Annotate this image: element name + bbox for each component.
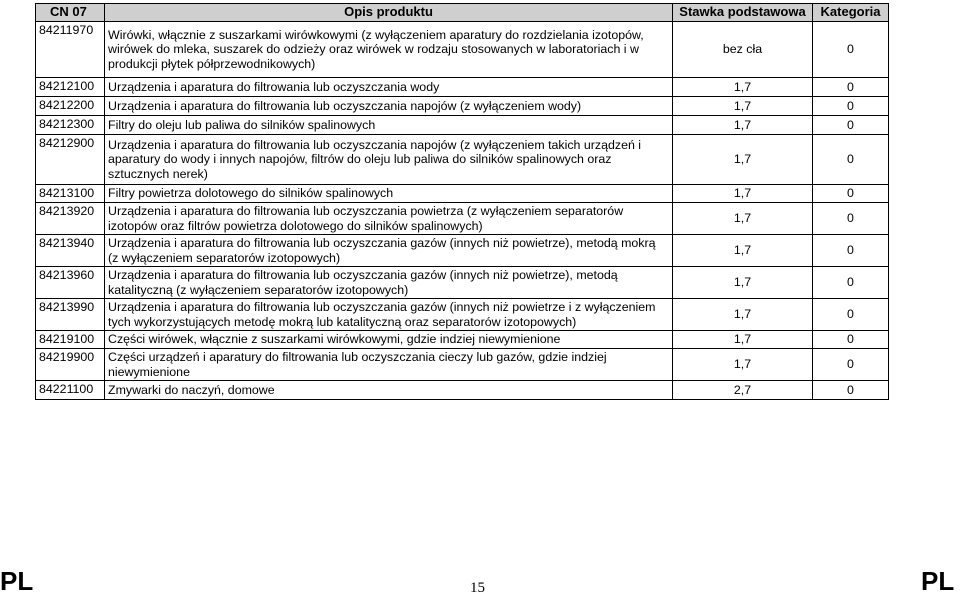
table-row [36, 185, 889, 203]
base-rate: 1,7 [673, 203, 813, 235]
table-row [36, 235, 889, 267]
category: 0 [813, 267, 889, 299]
table-row [36, 22, 889, 78]
header-category: Kategoria [813, 4, 889, 22]
base-rate: 1,7 [673, 235, 813, 267]
page-number: 15 [470, 580, 485, 596]
product-description: Zmywarki do naczyń, domowe [105, 381, 673, 400]
cn-code: 84221100 [36, 381, 105, 400]
base-rate: 1,7 [673, 299, 813, 331]
table-row [36, 299, 889, 331]
cn-code: 84212200 [36, 97, 105, 116]
category: 0 [813, 235, 889, 267]
base-rate: 1,7 [673, 78, 813, 97]
header-description: Opis produktu [105, 4, 673, 22]
base-rate: 2,7 [673, 381, 813, 400]
base-rate: 1,7 [673, 116, 813, 135]
base-rate: 1,7 [673, 349, 813, 381]
category: 0 [813, 116, 889, 135]
header-row [36, 4, 889, 22]
product-description: Urządzenia i aparatura do filtrowania lub oczyszczania wody [105, 78, 673, 97]
table-row [36, 97, 889, 116]
cn-code: 84212900 [36, 135, 105, 185]
product-description: Urządzenia i aparatura do filtrowania lub oczyszczania napojów (z wyłączeniem takich urządzeń i aparatury do wody i innych napojów, filtrów do oleju lub paliwa do silników spalinowych oraz sztucznych nerek) [105, 135, 673, 185]
table-row [36, 116, 889, 135]
base-rate: bez cła [673, 22, 813, 78]
footer-language-code-right: PL [921, 566, 955, 596]
category: 0 [813, 349, 889, 381]
category: 0 [813, 185, 889, 203]
base-rate: 1,7 [673, 97, 813, 116]
tariff-table [35, 3, 889, 400]
table-row [36, 381, 889, 400]
category: 0 [813, 78, 889, 97]
cn-code: 84212100 [36, 78, 105, 97]
table-row [36, 331, 889, 349]
product-description: Urządzenia i aparatura do filtrowania lub oczyszczania gazów (innych niż powietrze), metodą katalityczną (z wyłączeniem separatorów izotopowych) [105, 267, 673, 299]
table-row [36, 267, 889, 299]
base-rate: 1,7 [673, 135, 813, 185]
category: 0 [813, 135, 889, 185]
cn-code: 84213940 [36, 235, 105, 267]
cn-code: 84213100 [36, 185, 105, 203]
category: 0 [813, 331, 889, 349]
base-rate: 1,7 [673, 331, 813, 349]
category: 0 [813, 381, 889, 400]
cn-code: 84211970 [36, 22, 105, 78]
base-rate: 1,7 [673, 267, 813, 299]
cn-code: 84219100 [36, 331, 105, 349]
category: 0 [813, 97, 889, 116]
cn-code: 84212300 [36, 116, 105, 135]
product-description: Urządzenia i aparatura do filtrowania lub oczyszczania gazów (innych niż powietrze i z wyłączeniem tych wykorzystujących metodę mokrą lub katalityczną oraz separatorów izotopowych) [105, 299, 673, 331]
product-description: Części wirówek, włącznie z suszarkami wirówkowymi, gdzie indziej niewymienione [105, 331, 673, 349]
category: 0 [813, 203, 889, 235]
product-description: Części urządzeń i aparatury do filtrowania lub oczyszczania cieczy lub gazów, gdzie indziej niewymienione [105, 349, 673, 381]
header-rate: Stawka podstawowa [673, 4, 813, 22]
cn-code: 84213920 [36, 203, 105, 235]
header-cn: CN 07 [36, 4, 105, 22]
table-row [36, 203, 889, 235]
product-description: Filtry do oleju lub paliwa do silników spalinowych [105, 116, 673, 135]
base-rate: 1,7 [673, 185, 813, 203]
category: 0 [813, 22, 889, 78]
product-description: Filtry powietrza dolotowego do silników spalinowych [105, 185, 673, 203]
cn-code: 84213960 [36, 267, 105, 299]
product-description: Urządzenia i aparatura do filtrowania lub oczyszczania gazów (innych niż powietrze), metodą mokrą (z wyłączeniem separatorów izotopowych) [105, 235, 673, 267]
product-description: Urządzenia i aparatura do filtrowania lub oczyszczania napojów (z wyłączeniem wody) [105, 97, 673, 116]
table-row [36, 349, 889, 381]
category: 0 [813, 299, 889, 331]
cn-code: 84219900 [36, 349, 105, 381]
product-description: Wirówki, włącznie z suszarkami wirówkowymi (z wyłączeniem aparatury do rozdzielania izotopów, wirówek do mleka, suszarek do odzieży oraz wirówek w rodzaju stosowanych w laboratoriach i w produkcji płytek półprzewodnikowych) [105, 22, 673, 78]
product-description: Urządzenia i aparatura do filtrowania lub oczyszczania powietrza (z wyłączeniem separatorów izotopów oraz filtrów powietrza dolotowego do silników spalinowych) [105, 203, 673, 235]
footer-language-code-left: PL [0, 566, 34, 596]
cn-code: 84213990 [36, 299, 105, 331]
table-row [36, 135, 889, 185]
table-row [36, 78, 889, 97]
